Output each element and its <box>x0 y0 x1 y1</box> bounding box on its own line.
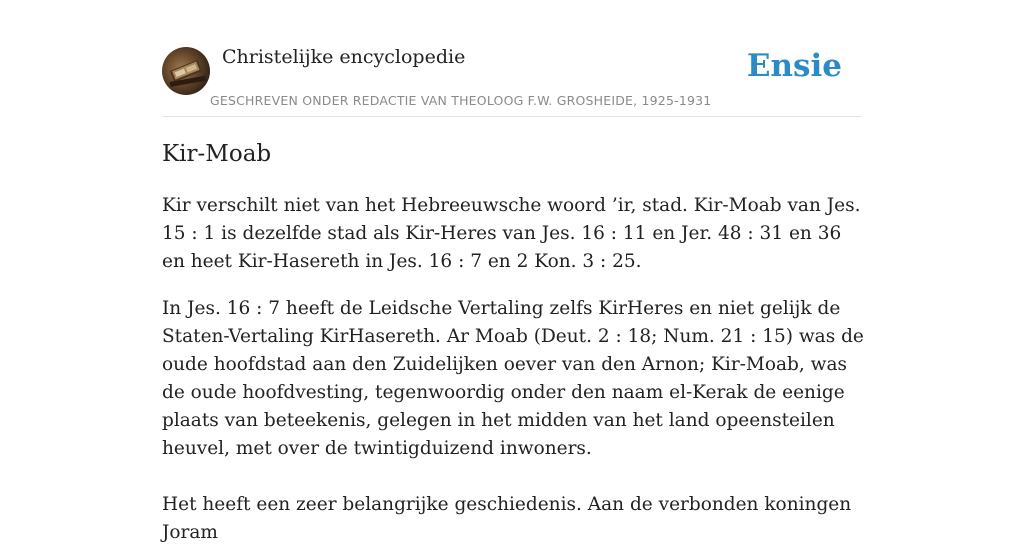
ensie-logo[interactable]: Ensie <box>746 48 842 84</box>
site-header <box>162 46 862 117</box>
site-name[interactable]: Christelijke encyclopedie <box>222 46 466 68</box>
article <box>162 138 864 547</box>
article-title: Kir-Moab <box>162 141 272 167</box>
article-paragraph: Kir verschilt niet van het Hebreeuwsche woord ’ir, stad. Kir-Moab van Jes. 15 : 1 is dezelfde stad als Kir-Heres van Jes. 16 : 11 en Jer. 48 : 31 en 36 en heet Kir-Hasereth in Jes. 16 : 7 en 2 Kon. 3 : 25. <box>162 195 861 272</box>
book-photo-icon <box>162 47 210 95</box>
article-paragraph: In Jes. 16 : 7 heeft de Leidsche Vertaling zelfs KirHeres en niet gelijk de Staten-Vertaling KirHasereth. Ar Moab (Deut. 2 : 18; Num. 21 : 15) was de oude hoofdstad aan den Zuidelijken oever van den Arnon; Kir-Moab, was de oude hoofdvesting, tegenwoordig onder den naam el-Kerak de eenige plaats van beteekenis, gelegen in het midden van het land opeensteilen heuvel, met over de twintigduizend inwoners. <box>162 298 864 459</box>
article-paragraph: Het heeft een zeer belangrijke geschiedenis. Aan de verbonden koningen Joram <box>162 494 852 543</box>
site-subtitle: GESCHREVEN ONDER REDACTIE VAN THEOLOOG F.W. GROSHEIDE, 1925-1931 <box>210 93 712 108</box>
site-avatar[interactable] <box>162 47 210 95</box>
